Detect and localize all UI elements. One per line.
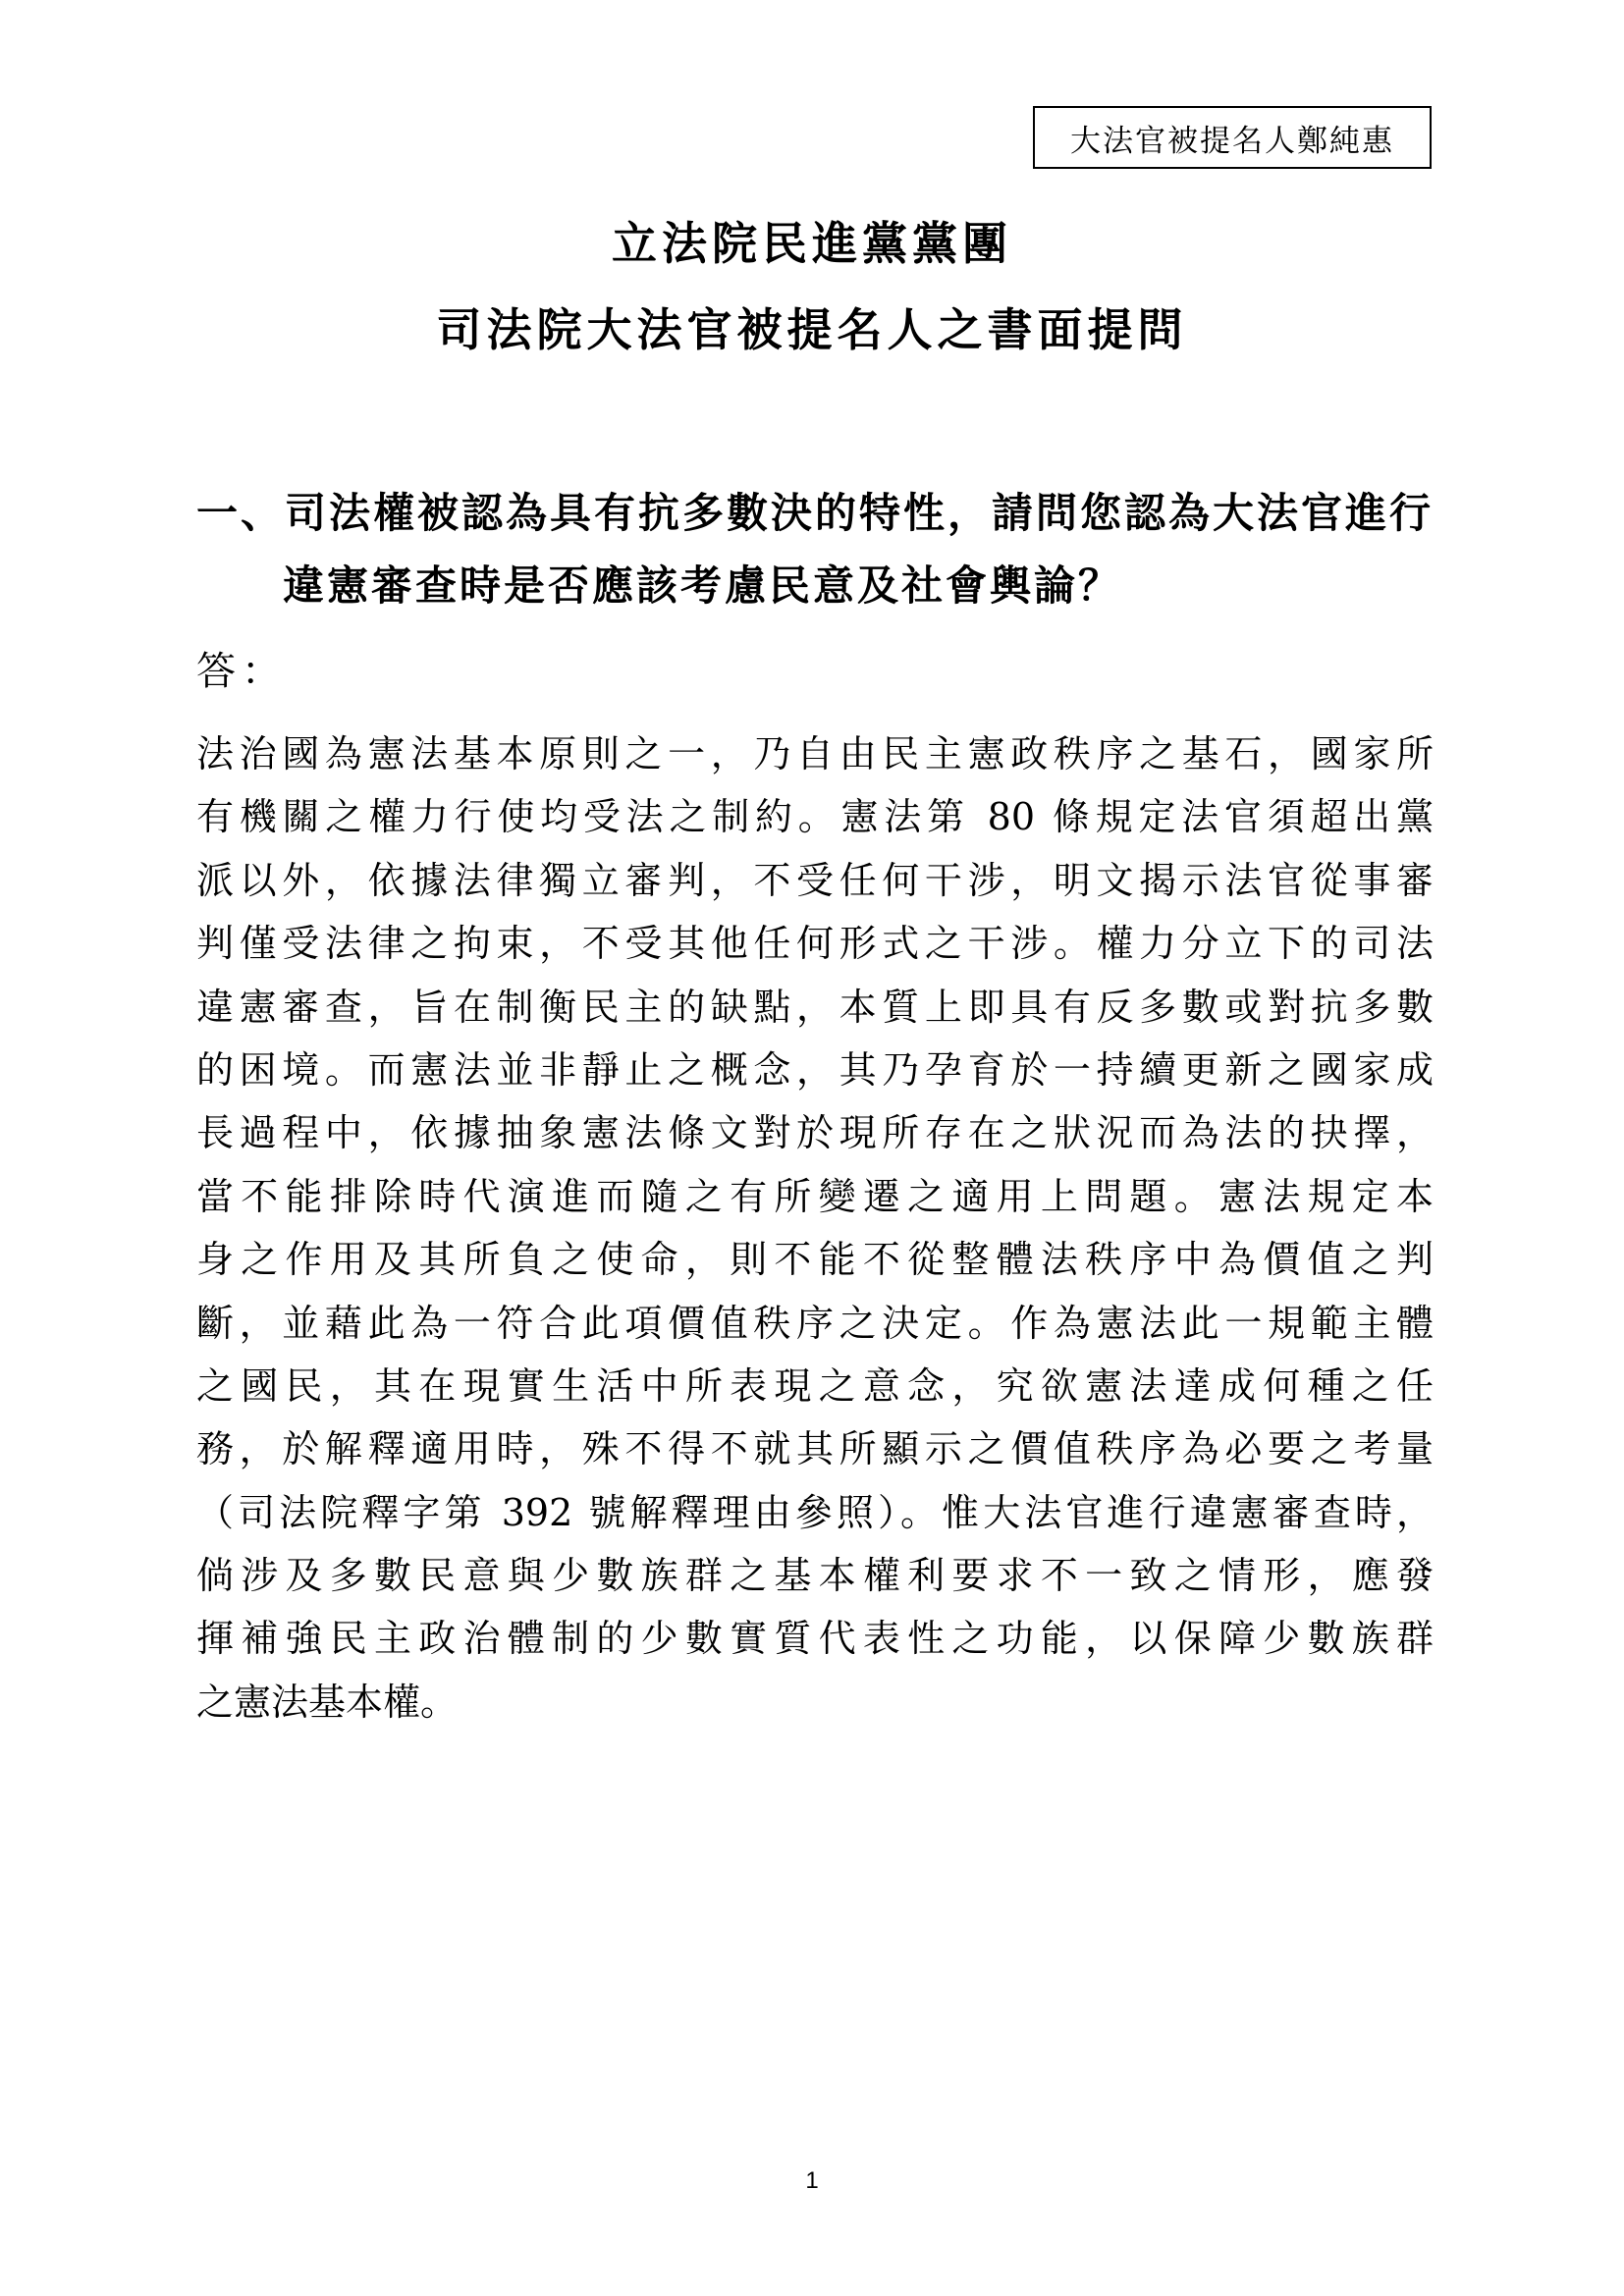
answer-line: 長過程中，依據抽象憲法條文對於現所存在之狀況而為法的抉擇，: [196, 1111, 1434, 1155]
answer-line: 之國民，其在現實生活中所表現之意念，究欲憲法達成何種之任: [196, 1363, 1434, 1408]
answer-line: 的困境。而憲法並非靜止之概念，其乃孕育於一持續更新之國家成: [196, 1047, 1434, 1092]
answer-line: 務，於解釋適用時，殊不得不就其所顯示之價值秩序為必要之考量: [196, 1427, 1434, 1471]
answer-line: 揮補強民主政治體制的少數實質代表性之功能，以保障少數族群: [196, 1617, 1434, 1661]
answer-line: 判僅受法律之拘束，不受其他任何形式之干涉。權力分立下的司法: [196, 922, 1434, 966]
answer-line: 斷，並藉此為一符合此項價值秩序之決定。作為憲法此一規範主體: [196, 1301, 1434, 1345]
question-1: [196, 477, 1434, 622]
answer-line: （司法院釋字第 392 號解釋理由參照）。惟大法官進行違憲審查時，: [196, 1490, 1434, 1534]
answer-line: 有機關之權力行使均受法之制約。憲法第 80 條規定法官須超出黨: [196, 795, 1434, 839]
answer-line: 身之作用及其所負之使命，則不能不從整體法秩序中為價值之判: [196, 1238, 1434, 1282]
nominee-label-box: 大法官被提名人鄭純惠: [1033, 106, 1432, 169]
answer-body: [196, 722, 1434, 1734]
answer-label: 答：: [196, 649, 287, 694]
answer-line: 違憲審查，旨在制衡民主的缺點，本質上即具有反多數或對抗多數: [196, 985, 1434, 1029]
answer-line: 法治國為憲法基本原則之一，乃自由民主憲政秩序之基石，國家所: [196, 732, 1434, 775]
document-title: 司法院大法官被提名人之書面提問: [436, 303, 1188, 356]
question-line-2: 違憲審查時是否應該考慮民意及社會輿論？: [283, 561, 1123, 610]
answer-line: 派以外，依據法律獨立審判，不受任何干涉，明文揭示法官從事審: [196, 858, 1434, 902]
answer-line: 當不能排除時代演進而隨之有所變遷之適用上問題。憲法規定本: [196, 1174, 1434, 1218]
page-number: 1: [805, 2167, 819, 2194]
answer-line: 之憲法基本權。: [196, 1680, 459, 1724]
question-line-1: 一、司法權被認為具有抗多數決的特性，請問您認為大法官進行: [196, 489, 1435, 537]
answer-line: 倘涉及多數民意與少數族群之基本權利要求不一致之情形，應發: [196, 1554, 1434, 1598]
caucus-title: 立法院民進黨黨團: [612, 217, 1012, 270]
